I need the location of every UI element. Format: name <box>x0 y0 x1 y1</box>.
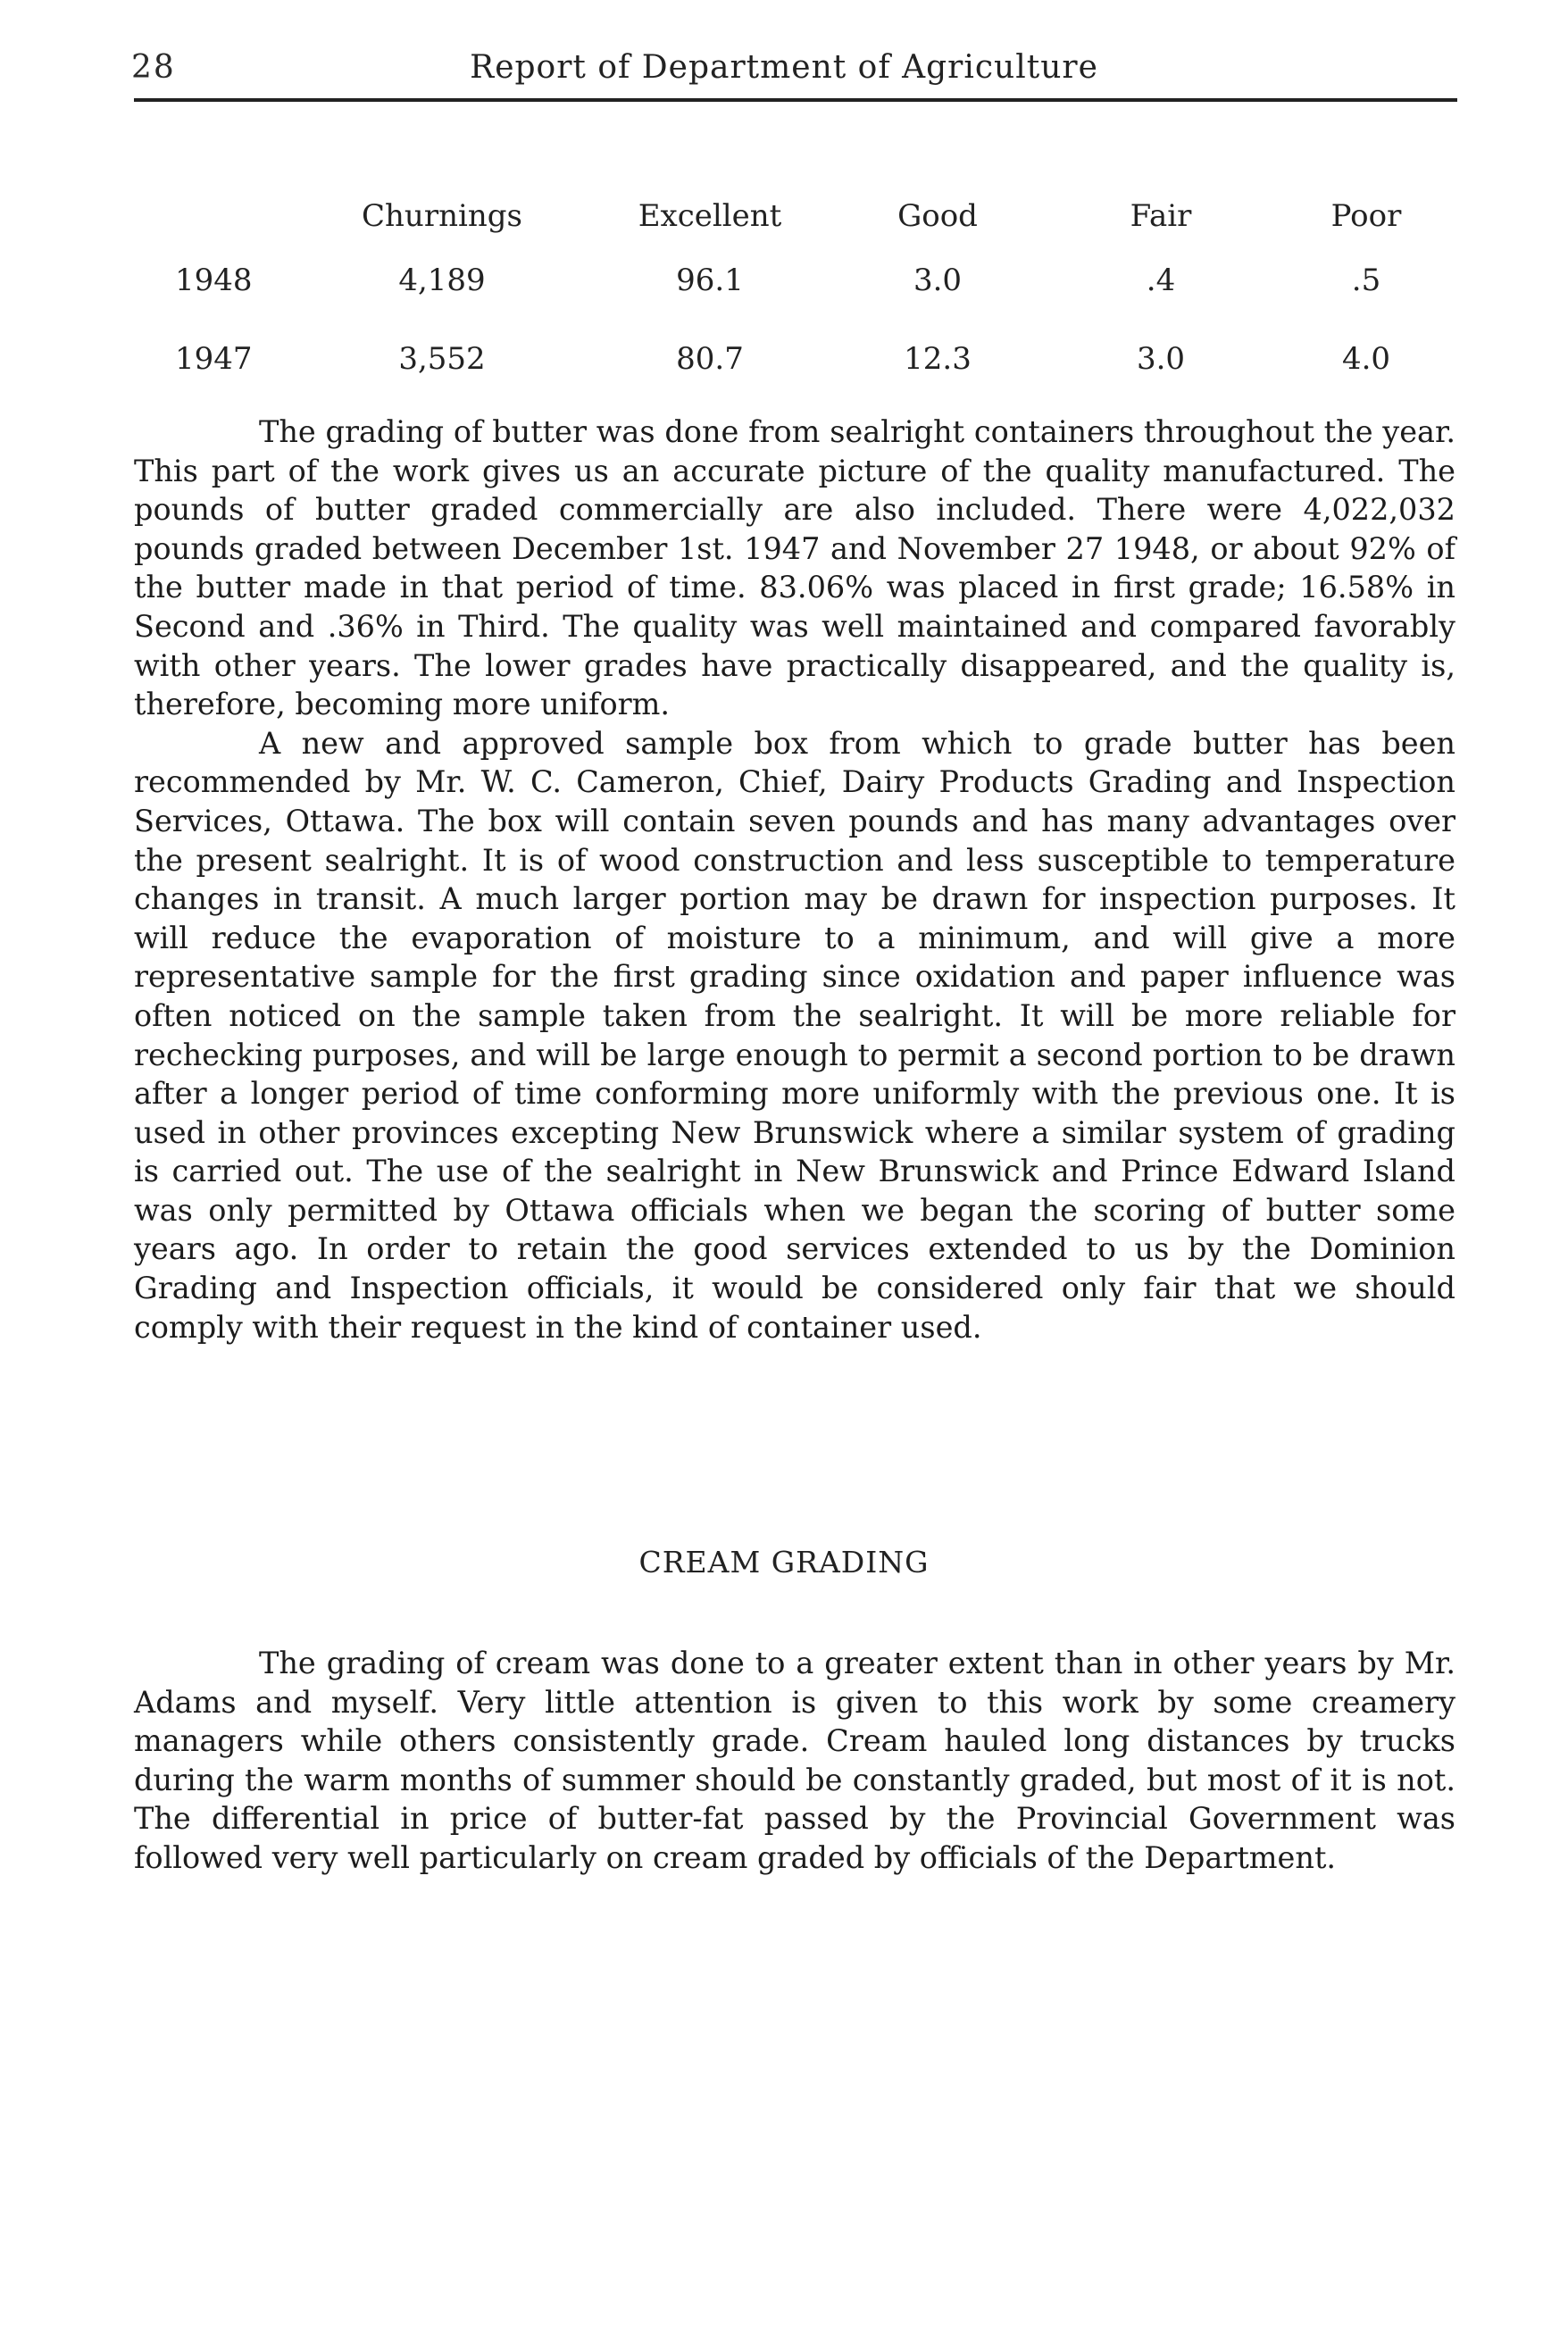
cell-excellent: 80.7 <box>676 341 744 377</box>
column-header-fair: Fair <box>1130 198 1192 234</box>
row-year: 1948 <box>175 263 253 298</box>
paragraph: The grading of butter was done from sealright containers throughout the year. This part of the work gives us an accurate picture of the quality manufactured. The pounds of butter graded commercially are also included. There were 4,022,032 pounds graded between December 1st. 1947 and November 27 1948, or about 92% of the butter made in that period of time. 83.06% was placed in first grade; 16.58% in Second and .36% in Third. The quality was well maintained and compared favorably with other years. The lower grades have practically disappeared, and the quality is, therefore, becoming more uniform. <box>134 414 1455 722</box>
cell-good: 3.0 <box>913 263 963 298</box>
section-heading: CREAM GRADING <box>638 1545 930 1580</box>
paragraph: A new and approved sample box from which to grade butter has been recommended by Mr. W. C. Cameron, Chief, Dairy Products Grading and Inspection Services, Ottawa. The box will contain seven pounds and has many advantages over the present sealright. It is of wood construction and less susceptible to temperature changes in transit. A much larger portion may be drawn for inspection purposes. It will reduce the evaporation of moisture to a minimum, and will give a more representative sample for the first grading since oxidation and paper influence was often noticed on the sample taken from the sealright. It will be more reliable for rechecking purposes, and will be large enough to permit a second portion to be drawn after a longer period of time conforming more uniformly with the previous one. It is used in other provinces excepting New Brunswick where a similar system of grading is carried out. The use of the sealright in New Brunswick and Prince Edward Island was only permitted by Ottawa officials when we began the scoring of butter some years ago. In order to retain the good services extended to us by the Dominion Grading and Inspection officials, it would be considered only fair that we should comply with their request in the kind of container used. <box>134 725 1455 1345</box>
page-number: 28 <box>131 49 176 86</box>
cell-fair: 3.0 <box>1136 341 1186 377</box>
paragraph: The grading of cream was done to a greater extent than in other years by Mr. Adams and myself. Very little attention is given to this work by some creamery managers while others consistently grade. Cream hauled long distances by trucks during the warm months of summer should be constantly graded, but most of it is not. The differential in price of butter-fat passed by the Provincial Government was followed very well particularly on cream graded by officials of the Department. <box>134 1646 1455 1875</box>
column-header-excellent: Excellent <box>638 198 782 234</box>
cell-poor: .5 <box>1351 263 1381 298</box>
column-header-good: Good <box>897 198 978 234</box>
cell-good: 12.3 <box>904 341 972 377</box>
cream-grading-section <box>134 1644 1455 1878</box>
column-header-poor: Poor <box>1330 198 1402 234</box>
butter-grading-section <box>134 413 1455 1346</box>
row-year: 1947 <box>175 341 253 377</box>
cell-poor: 4.0 <box>1341 341 1391 377</box>
cell-churnings: 4,189 <box>398 263 486 298</box>
cell-churnings: 3,552 <box>398 341 486 377</box>
cell-fair: .4 <box>1146 263 1176 298</box>
cell-excellent: 96.1 <box>676 263 744 298</box>
running-title: Report of Department of Agriculture <box>470 49 1098 86</box>
column-header-churnings: Churnings <box>362 198 522 234</box>
